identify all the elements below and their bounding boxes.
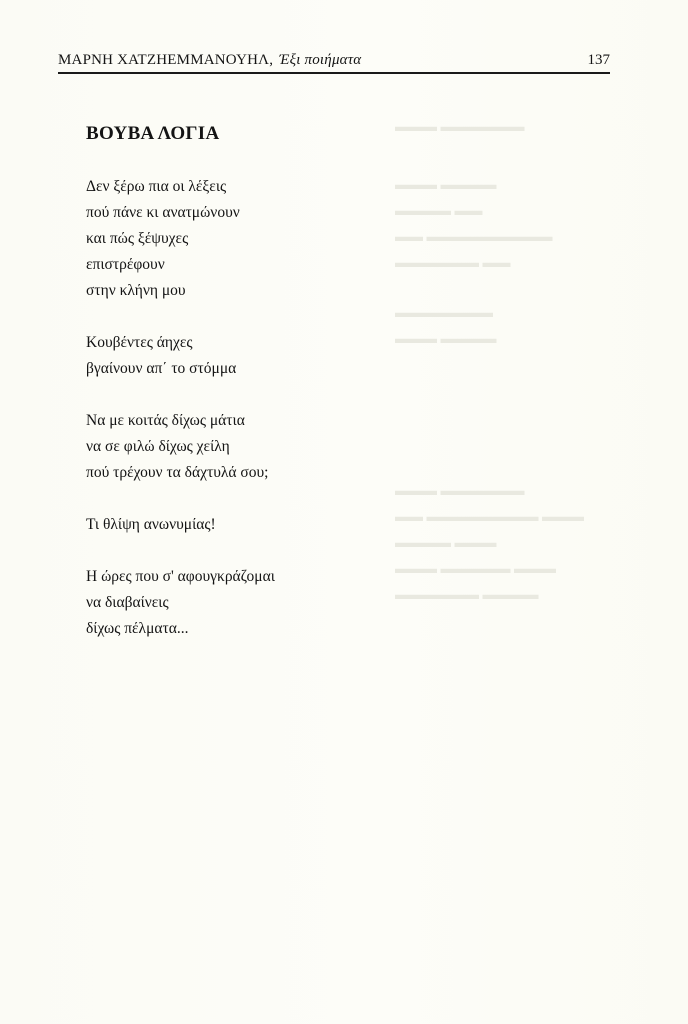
poem-title: ΒΟΥΒΑ ΛΟΓΙΑ <box>86 123 220 144</box>
show-through-text: ▬▬▬ ▬▬▬▬ <box>395 178 497 193</box>
stanza-1 <box>86 174 275 304</box>
show-through-text: ▬▬▬▬▬▬ ▬▬▬▬ <box>395 588 539 603</box>
show-through-text: ▬▬▬▬ ▬▬▬ <box>395 536 497 551</box>
show-through-text: ▬▬▬ ▬▬▬▬▬ ▬▬▬ <box>395 562 556 577</box>
poem-line: Δεν ξέρω πια οι λέξεις <box>86 178 227 195</box>
poem-line: Να με κοιτάς δίχως μάτια <box>86 412 245 429</box>
show-through-text: ▬▬▬▬ ▬▬ <box>395 204 483 219</box>
poem-line: Κουβέντες άηχες <box>86 334 193 351</box>
show-through-text: ▬▬ ▬▬▬▬▬▬▬▬▬ <box>395 230 553 245</box>
header-author: ΜΑΡΝΗ ΧΑΤΖΗΕΜΜΑΝΟΥΗΛ, <box>58 52 274 68</box>
poem-line: επιστρέφουν <box>86 256 165 273</box>
running-header <box>58 52 610 74</box>
show-through-text: ▬▬▬ ▬▬▬▬▬▬ <box>395 120 525 135</box>
poem-line: και πώς ξέψυχες <box>86 230 189 247</box>
poem-line: δίχως πέλματα... <box>86 620 189 637</box>
show-through-text: ▬▬▬ ▬▬▬▬▬▬ <box>395 484 525 499</box>
poem-line: Η ώρες που σ' αφουγκράζομαι <box>86 568 275 585</box>
poem-line: να σε φιλώ δίχως χείλη <box>86 438 230 455</box>
show-through-text: ▬▬ ▬▬▬▬▬▬▬▬ ▬▬▬ <box>395 510 584 525</box>
page-number: 137 <box>587 52 610 68</box>
poem-line: Τι θλίψη ανωνυμίας! <box>86 516 216 533</box>
poem-body <box>86 174 275 642</box>
stanza-3 <box>86 408 275 486</box>
poem-line: πού πάνε κι ανατμώνουν <box>86 204 240 221</box>
show-through-text: ▬▬▬ ▬▬▬▬ <box>395 332 497 347</box>
show-through-text: ▬▬▬▬▬▬ ▬▬ <box>395 256 511 271</box>
poem-line: βγαίνουν απ΄ το στόμμα <box>86 360 237 377</box>
stanza-4 <box>86 512 275 538</box>
show-through-text: ▬▬▬▬▬▬▬ <box>395 306 493 321</box>
header-book-title: Έξι ποιήματα <box>279 52 362 68</box>
stanza-5 <box>86 564 275 642</box>
poem-line: στην κλήνη μου <box>86 282 186 299</box>
stanza-2 <box>86 330 275 382</box>
header-left <box>58 52 361 69</box>
poem-line: να διαβαίνεις <box>86 594 169 611</box>
poem-line: πού τρέχουν τα δάχτυλά σου; <box>86 464 269 481</box>
